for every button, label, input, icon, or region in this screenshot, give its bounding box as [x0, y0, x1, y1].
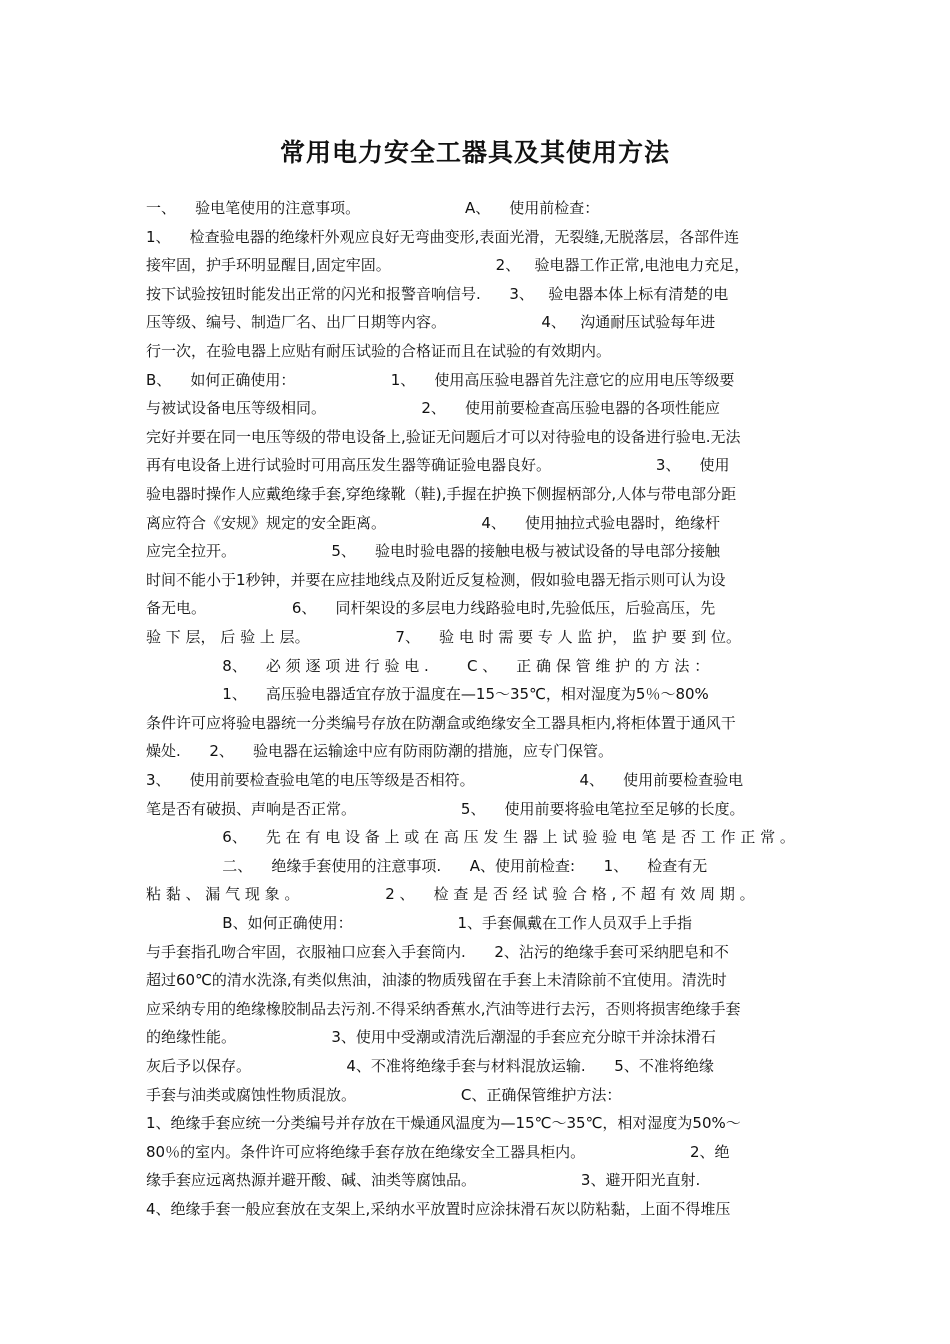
body-line: 3、 使用前要检查验电笔的电压等级是否相符。 4、 使用前要检查验电	[146, 771, 744, 789]
body-line: 燥处. 2、 验电器在运输途中应有防雨防潮的措施，应专门保管。	[146, 742, 613, 761]
body-line: 灰后予以保存。 4、不准将绝缘手套与材料混放运输. 5、不准将绝缘	[146, 1057, 714, 1075]
body-line: 按下试验按钮时能发出正常的闪光和报警音响信号. 3、 验电器本体上标有清楚的电	[146, 284, 729, 303]
body-line: 的绝缘性能。 3、使用中受潮或清洗后潮湿的手套应充分晾干并涂抹滑石	[146, 1028, 716, 1047]
body-line: 1、绝缘手套应统一分类编号并存放在干燥通风温度为—15℃～35℃，相对湿度为50%～	[146, 1114, 741, 1133]
body-line: 行一次，在验电器上应贴有耐压试验的合格证而且在试验的有效期内。	[146, 342, 612, 360]
body-line: 1、 检查验电器的绝缘杆外观应良好无弯曲变形,表面光滑，无裂缝,无脱落层，各部件连	[146, 227, 740, 246]
body-line: 应采纳专用的绝缘橡胶制品去污剂.不得采纳香蕉水,汽油等进行去污，否则将损害绝缘手套	[146, 999, 741, 1018]
body-line: 条件许可应将验电器统一分类编号存放在防潮盒或绝缘安全工器具柜内,将柜体置于通风干	[146, 713, 736, 732]
body-line: 缘手套应远离热源并避开酸、碱、油类等腐蚀品。 3、避开阳光直射.	[146, 1171, 701, 1190]
body-line: 离应符合《安规》规定的安全距离。 4、 使用抽拉式验电器时，绝缘杆	[146, 513, 720, 532]
body-line: B、 如何正确使用： 1、 使用高压验电器首先注意它的应用电压等级要	[146, 370, 735, 389]
page-title: 常用电力安全工器具及其使用方法	[279, 138, 670, 167]
body-line: 6、 先 在 有 电 设 备 上 或 在 高 压 发 生 器 上 试 验 验 电 笔 是 否 工 作 正 常 。	[146, 828, 795, 847]
body-line: 验电器时操作人应戴绝缘手套,穿绝缘靴（鞋),手握在护换下侧握柄部分,人体与带电部分距	[146, 485, 737, 503]
body-line: 二、 绝缘手套使用的注意事项. A、使用前检查: 1、 检查有无	[146, 856, 708, 875]
body-line: 接牢固，护手环明显醒目,固定牢固。 2、 验电器工作正常,电池电力充足，	[146, 256, 750, 275]
body-line: 8、 必 须 逐 项 进 行 验 电 . C 、 正 确 保 管 维 护 的 方 法 ：	[146, 656, 710, 675]
body-line: 与手套指孔吻合牢固，衣服袖口应套入手套筒内. 2、沾污的绝缘手套可采纳肥皂和不	[146, 942, 729, 961]
body-line: 超过60℃的清水洗涤,有类似焦油，油漆的物质残留在手套上未清除前不宜使用。清洗时	[146, 971, 727, 990]
body-line: 80％的室内。条件许可应将绝缘手套存放在绝缘安全工器具柜内。 2、绝	[146, 1142, 730, 1161]
body-line: 一、 验电笔使用的注意事项。 A、 使用前检查：	[146, 199, 600, 217]
body-line: 4、绝缘手套一般应套放在支架上,采纳水平放置时应涂抹滑石灰以防粘黏，上面不得堆压	[146, 1200, 731, 1218]
body-line: 笔是否有破损、声响是否正常。 5、 使用前要将验电笔拉至足够的长度。	[146, 799, 745, 818]
body-line: 完好并要在同一电压等级的带电设备上,验证无问题后才可以对待验电的设备进行验电.无法	[146, 427, 741, 446]
body-line: 验 下 层， 后 验 上 层。 7、 验 电 时 需 要 专 人 监 护， 监 护 要 到 位。	[146, 628, 742, 646]
body-line: 手套与油类或腐蚀性物质混放。 C、正确保管维护方法：	[146, 1085, 622, 1104]
body-line: 应完全拉开。 5、 验电时验电器的接触电极与被试设备的导电部分接触	[146, 542, 720, 561]
body-line: 时间不能小于1秒钟，并要在应挂地线点及附近反复检测，假如验电器无指示则可认为设	[146, 570, 726, 589]
body-line: 与被试设备电压等级相同。 2、 使用前要检查高压验电器的各项性能应	[146, 399, 720, 418]
body-line: 粘 黏 、 漏 气 现 象 。 2 、 检 查 是 否 经 试 验 合 格 , 不 超 有 效 周 期 。	[146, 885, 755, 904]
body-line: 再有电设备上进行试验时可用高压发生器等确证验电器良好。 3、 使用	[146, 456, 730, 475]
body-line: 1、 高压验电器适宜存放于温度在—15～35℃，相对湿度为5％～80%	[146, 685, 709, 704]
body-line: 压等级、编号、制造厂名、出厂日期等内容。 4、 沟通耐压试验每年进	[146, 313, 716, 332]
body-line: B、如何正确使用： 1、手套佩戴在工作人员双手上手指	[146, 914, 693, 932]
body-line: 备无电。 6、 同杆架设的多层电力线路验电时,先验低压，后验高压，先	[146, 599, 716, 618]
